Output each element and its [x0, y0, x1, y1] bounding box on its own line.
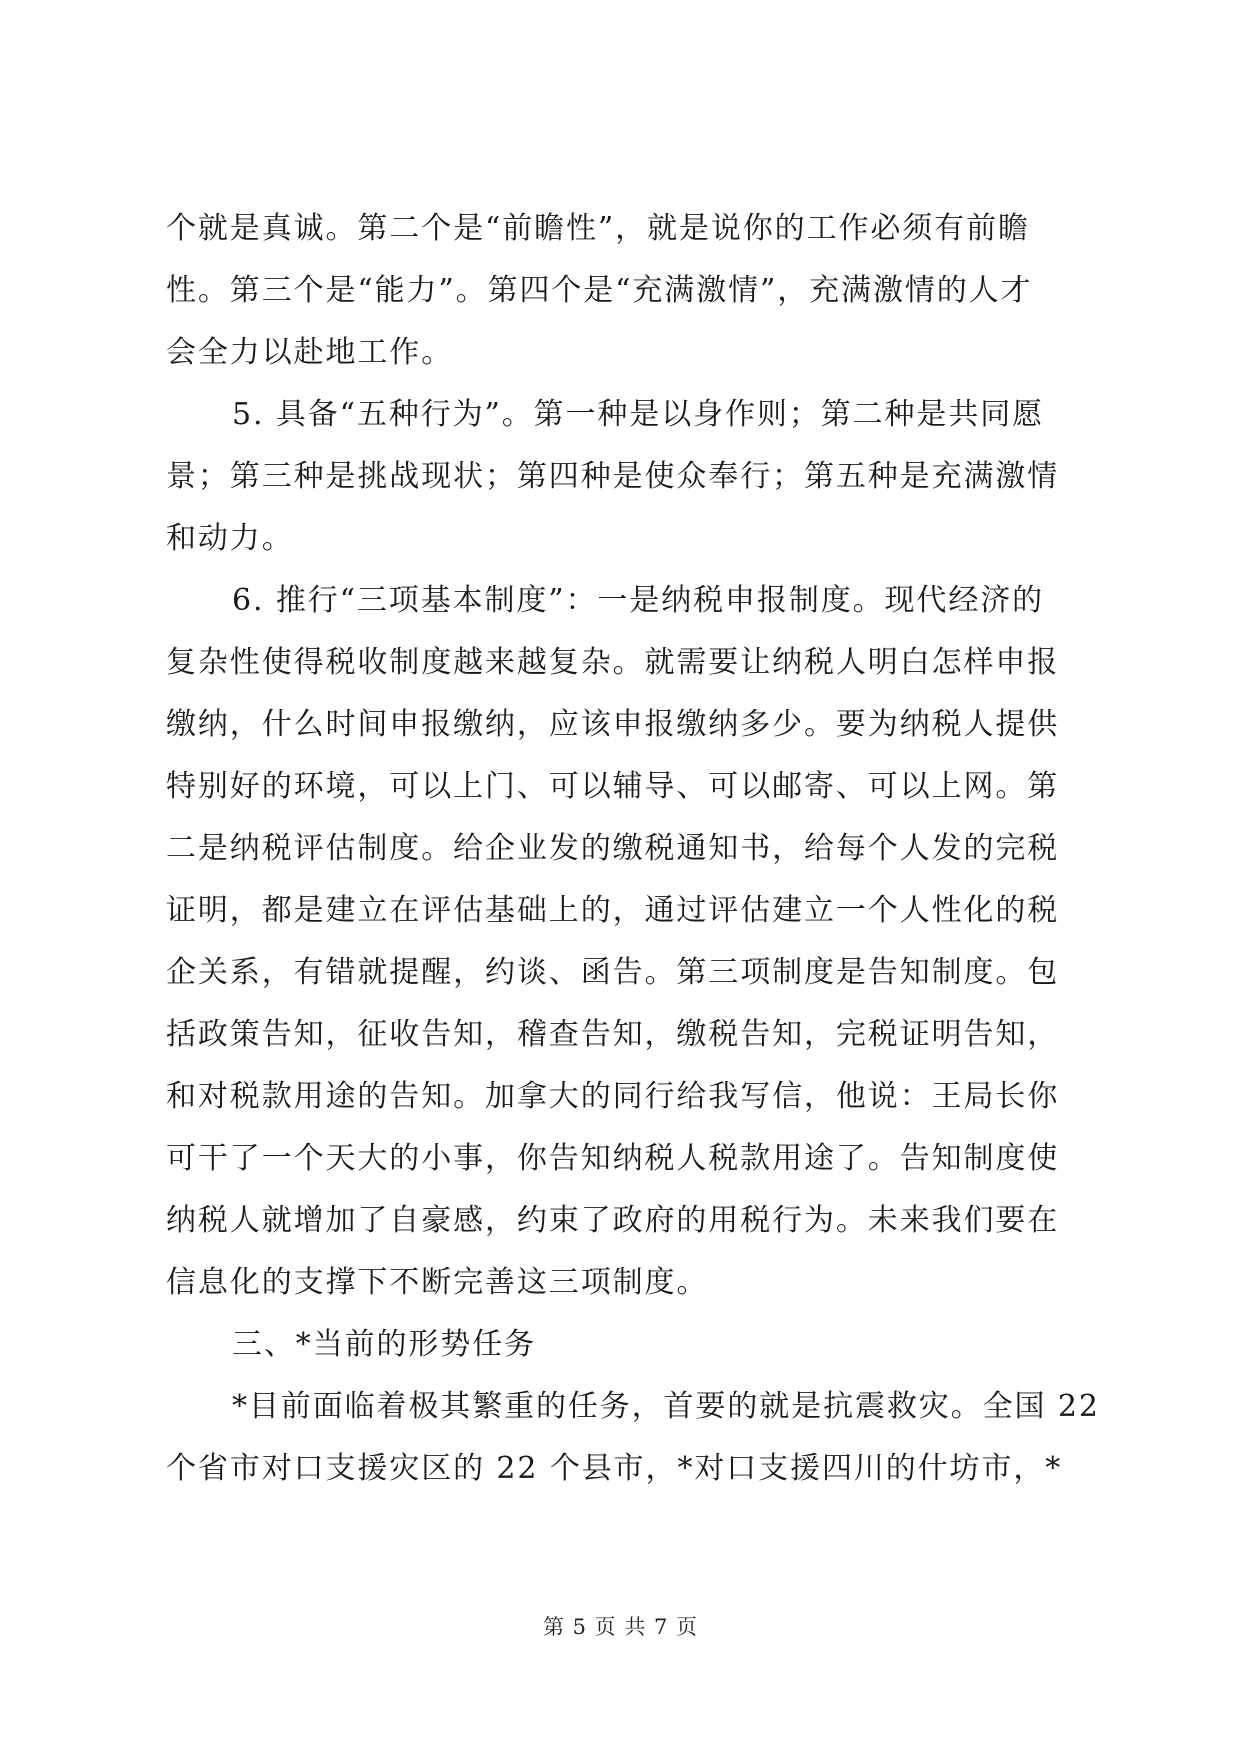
text-line: 个省市对口支援灾区的 22 个县市，*对口支援四川的什坊市，* [166, 1451, 1063, 1486]
text-line: 可干了一个天大的小事，你告知纳税人税款用途了。告知制度使 [166, 1141, 1060, 1176]
text-line: 个就是真诚。第二个是“前瞻性”，就是说你的工作必须有前瞻 [166, 211, 1030, 246]
text-line: 纳税人就增加了自豪感，约束了政府的用税行为。未来我们要在 [166, 1203, 1060, 1238]
text-line: *目前面临着极其繁重的任务，首要的就是抗震救灾。全国 22 [232, 1389, 1100, 1424]
section-heading: 三、*当前的形势任务 [232, 1327, 536, 1362]
text-line: 证明，都是建立在评估基础上的，通过评估建立一个人性化的税 [166, 893, 1060, 928]
text-line: 景；第三种是挑战现状；第四种是使众奉行；第五种是充满激情 [166, 459, 1060, 494]
text-line: 二是纳税评估制度。给企业发的缴税通知书，给每个人发的完税 [166, 831, 1060, 866]
text-line: 和动力。 [166, 521, 294, 556]
text-line: 性。第三个是“能力”。第四个是“充满激情”，充满激情的人才 [166, 273, 1033, 308]
text-line: 缴纳，什么时间申报缴纳，应该申报缴纳多少。要为纳税人提供 [166, 707, 1060, 742]
text-line: 和对税款用途的告知。加拿大的同行给我写信，他说：王局长你 [166, 1079, 1060, 1114]
text-line: 6. 推行“三项基本制度”：一是纳税申报制度。现代经济的 [232, 583, 1045, 618]
document-body [166, 198, 1100, 1500]
text-line: 括政策告知，征收告知，稽查告知，缴税告知，完税证明告知， [166, 1017, 1060, 1052]
page-number-footer: 第 5 页 共 7 页 [542, 1615, 699, 1639]
text-line: 企关系，有错就提醒，约谈、函告。第三项制度是告知制度。包 [166, 955, 1060, 990]
text-line: 复杂性使得税收制度越来越复杂。就需要让纳税人明白怎样申报 [166, 645, 1060, 680]
text-line: 信息化的支撑下不断完善这三项制度。 [166, 1265, 709, 1300]
text-line: 5. 具备“五种行为”。第一种是以身作则；第二种是共同愿 [232, 397, 1045, 432]
text-line: 会全力以赴地工作。 [166, 335, 454, 370]
text-line: 特别好的环境，可以上门、可以辅导、可以邮寄、可以上网。第 [166, 769, 1060, 804]
